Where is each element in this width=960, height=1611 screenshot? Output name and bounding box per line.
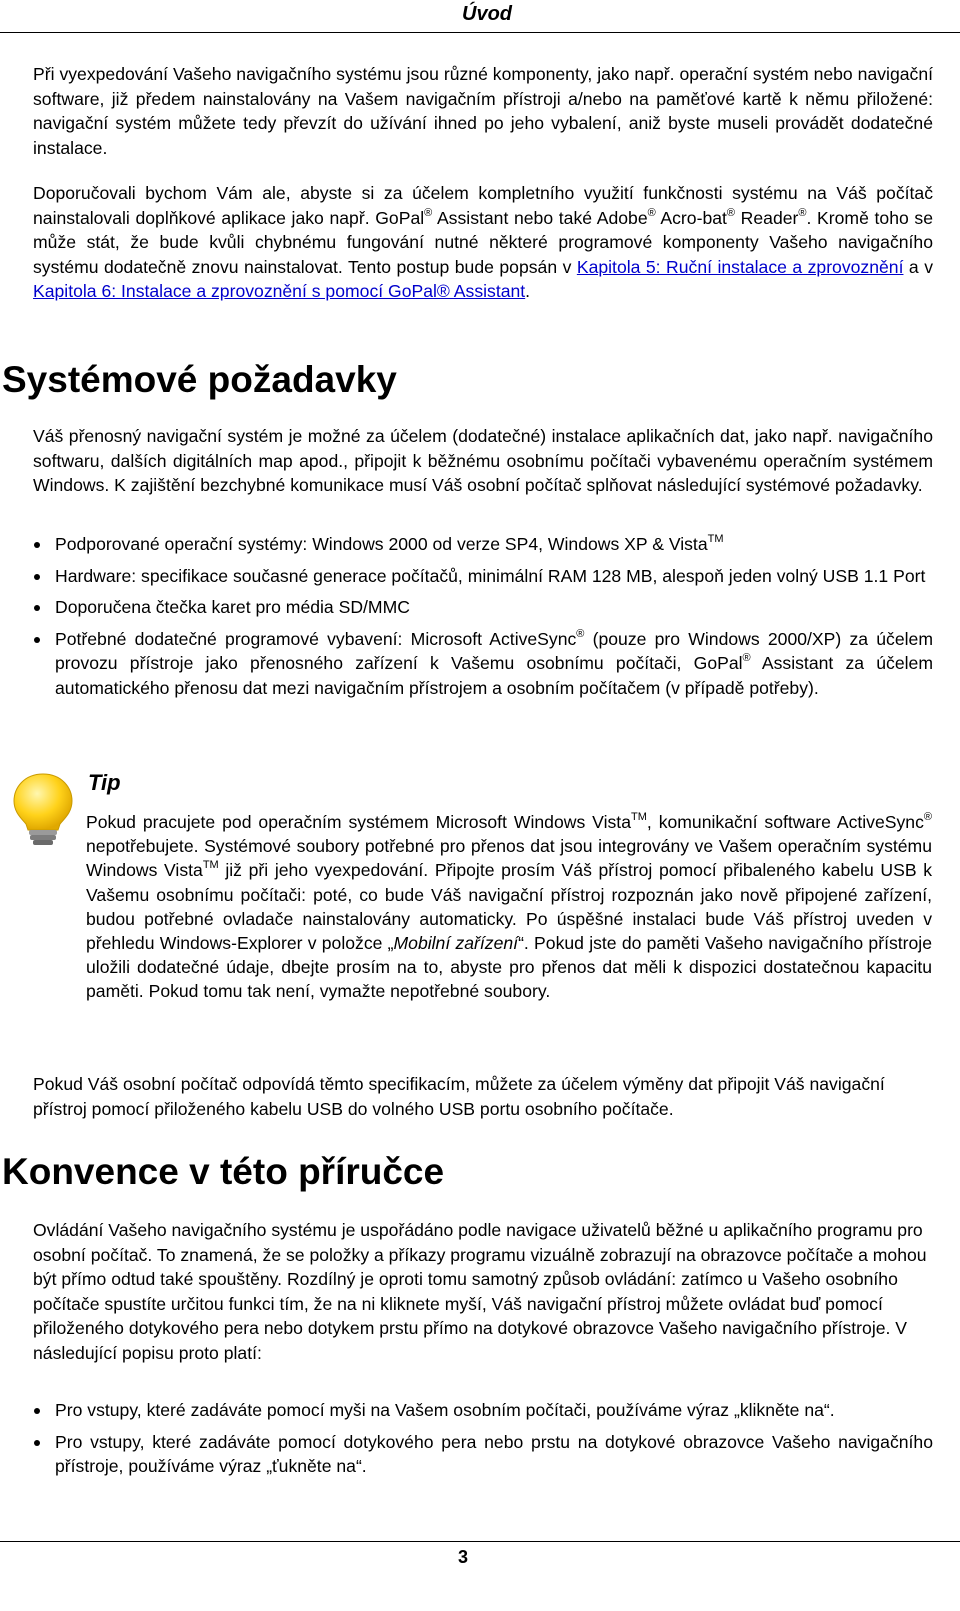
header-title: Úvod	[462, 3, 512, 25]
page-number: 3	[458, 1547, 469, 1567]
page-header	[0, 0, 960, 33]
intro-paragraph-2: Doporučovali bychom Vám ale, abyste si za účelem kompletního využití funkčnosti systému na Váš počítač nainstalovali doplňkové aplikace jako např. GoPal® Assistant nebo také Adobe® Acro-bat® Reader®. Kromě toho se může stát, že bude kvůli chybnému fungování nutné některé programové komponenty Vašeho navigačního systému dodatečně znovu nainstalovat. Tento postup bude popsán v Kapitola 5: Ruční instalace a zprovoznění a v Kapitola 6: Instalace a zprovoznění s pomocí GoPal® Assistant.	[33, 183, 934, 302]
requirements-intro: Váš přenosný navigační systém je možné za účelem (dodatečné) instalace aplikačních dat, jako např. navigačního softwaru, dalších digitálních map apod., připojit k běžnému osobnímu počítači vybavenému operačním systémem Windows. K zajištění bezchybné komunikace musí Váš osobní počítač splňovat následující systémové požadavky.	[33, 426, 933, 496]
footer-divider	[0, 1541, 960, 1542]
list-item: Podporované operační systémy: Windows 2000 od verze SP4, Windows XP & Vista™	[33, 532, 933, 557]
list-item: Hardware: specifikace současné generace počítačů, minimální RAM 128 MB, alespoň jeden volný USB 1.1 Port	[33, 564, 933, 589]
conventions-list	[33, 1398, 933, 1486]
list-item: Pro vstupy, které zadáváte pomocí dotykového pera nebo prstu na dotykové obrazovce Vašeho navigačního přístroje, používáme výraz „ťukněte na“.	[33, 1430, 933, 1479]
requirements-list	[33, 532, 933, 708]
link-chapter-6[interactable]: Kapitola 6: Instalace a zprovoznění s pomocí GoPal® Assistant	[33, 281, 526, 302]
conventions-intro: Ovládání Vašeho navigačního systému je uspořádáno podle navigace uživatelů běžné u aplikačního programu pro osobní počítač. To znamená, že se položky a příkazy programu vizuálně zobrazují na obrazovce počítače a mohou být přímo odtud také spouštěny. Rozdílný je oproti tomu samotný způsob ovládání: zatímco u Vašeho osobního počítače spustíte určitou funkci tím, že na ni kliknete myší, Váš navigační přístroj můžete ovládat buď pomocí přiloženého dotykového pera nebo dotykem prstu přímo na dotykové obrazovce Vašeho navigačního přístroje. V následující popisu proto platí:	[33, 1220, 927, 1363]
section-heading-conventions: Konvence v této příručce	[2, 1151, 445, 1192]
tip-text: Pokud pracujete pod operačním systémem Microsoft Windows Vista™, komunikační software ActiveSync® nepotřebujete. Systémové soubory potřebné pro přenos dat jsou integrovány ve Vašem operačním systému Windows Vista™ již při jeho vyexpedování. Připojte prosím Váš přístroj pomocí přibaleného kabelu USB k Vašemu osobnímu počítači: poté, co bude Váš navigační přístroj rozpoznán jako nově připojené zařízení, budou potřebné ovladače nainstalovány automaticky. Po úspěšné instalaci bude Váš přístroj uveden v přehledu Windows-Explorer v položce „Mobilní zařízení“. Pokud jste do paměti Vašeho navigačního přístroje uložili dodatečné údaje, dbejte prosím na to, abyste pro přenos dat měli k dispozici dostatečnou kapacitu paměti. Pokud tomu tak není, vymažte nepotřebné soubory.	[86, 811, 932, 1002]
list-item: Pro vstupy, které zadáváte pomocí myši na Vašem osobním počítači, používáme výraz „klikněte na“.	[33, 1398, 933, 1423]
link-chapter-5[interactable]: Kapitola 5: Ruční instalace a zprovoznění	[576, 256, 904, 277]
lightbulb-icon	[8, 770, 78, 850]
list-item: Potřebné dodatečné programové vybavení: Microsoft ActiveSync® (pouze pro Windows 2000/XP) za účelem provozu přístroje jako přenosného zařízení k Vašemu osobnímu počítači, GoPal® Assistant za účelem automatického přenosu dat mezi navigačním přístrojem a osobním počítačem (v případě potřeby).	[33, 627, 933, 701]
list-item: Doporučena čtečka karet pro média SD/MMC	[33, 595, 933, 620]
intro-paragraph-1: Při vyexpedování Vašeho navigačního systému jsou různé komponenty, jako např. operační systém nebo navigační software, již předem nainstalovány na Vašem navigačním přístroji a/nebo na paměťové kartě k němu přiložené: navigační systém můžete tedy převzít do užívání ihned po jeho vybalení, aniž byste museli provádět dodatečné instalace.	[33, 64, 933, 158]
tip-title: Tip	[88, 770, 121, 795]
section-heading-system-requirements: Systémové požadavky	[2, 359, 397, 400]
after-tip-paragraph: Pokud Váš osobní počítač odpovídá těmto specifikacím, můžete za účelem výměny dat připojit Váš navigační přístroj pomocí přiloženého kabelu USB do volného USB portu osobního počítače.	[33, 1074, 885, 1119]
